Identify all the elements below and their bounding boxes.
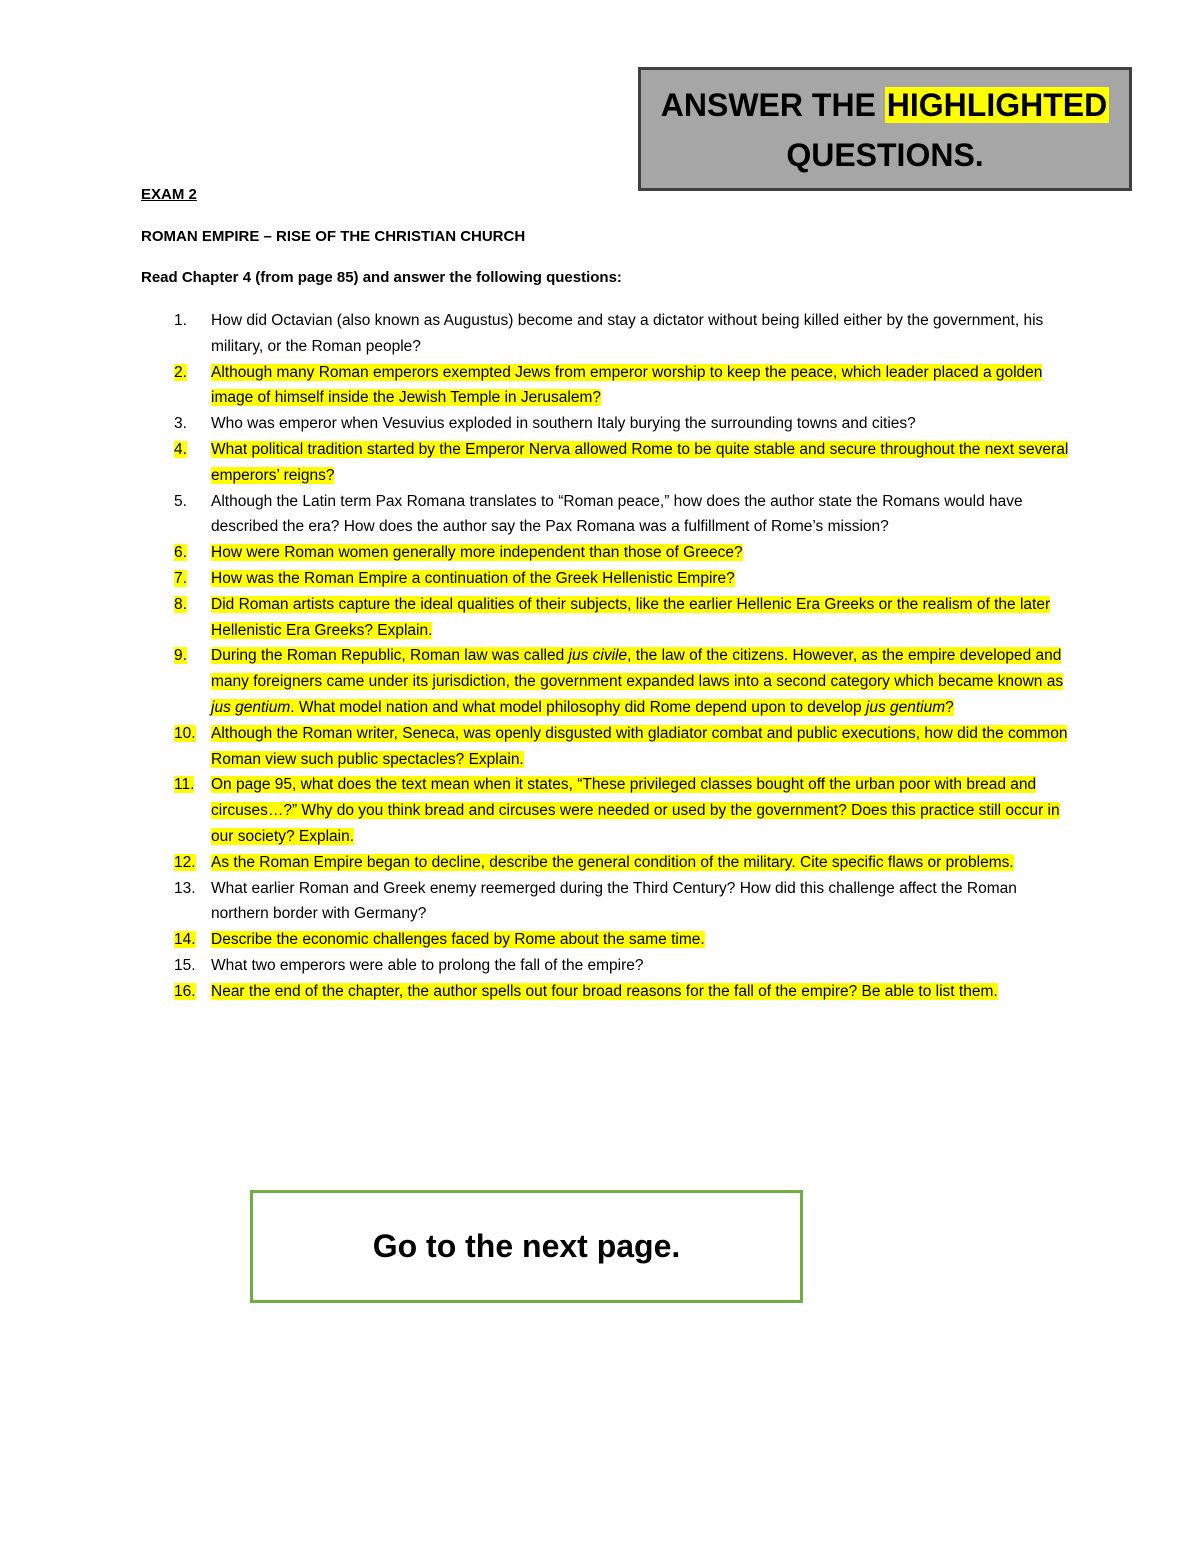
- question-text: [211, 540, 1071, 566]
- latin-term: jus gentium: [211, 698, 291, 716]
- question-text-content: On page 95, what does the text mean when it states, “These privileged classes bought off the urban poor with bread and circuses…?” Why do you think bread and circuses were needed or used by the government? Does this practice still occur in our society? Explain.: [211, 776, 1060, 845]
- instruction-banner: [638, 67, 1132, 191]
- question-item: [141, 927, 1071, 953]
- question-number-text: 7.: [174, 569, 187, 587]
- question-text-content: What political tradition started by the Emperor Nerva allowed Rome to be quite stable and secure throughout the next several emperors’ reigns?: [211, 440, 1069, 484]
- exam-title: EXAM 2: [141, 186, 197, 203]
- question-text-fragment: During the Roman Republic, Roman law was called: [211, 647, 569, 665]
- question-item: [141, 489, 1071, 541]
- question-item: [141, 411, 1071, 437]
- question-item: [141, 643, 1071, 720]
- question-item: [141, 876, 1071, 928]
- question-number-text: 6.: [174, 544, 187, 562]
- question-text-content: Although many Roman emperors exempted Jews from emperor worship to keep the peace, which leader placed a golden image of himself inside the Jewish Temple in Jerusalem?: [211, 363, 1043, 407]
- question-item: [141, 360, 1071, 412]
- question-list: [141, 308, 1071, 1005]
- question-number: [141, 876, 211, 928]
- question-number-text: 13.: [174, 879, 196, 897]
- question-number-text: 11.: [174, 776, 195, 794]
- question-text: [211, 566, 1071, 592]
- question-text: [211, 437, 1071, 489]
- question-item: [141, 721, 1071, 773]
- question-text-content: Describe the economic challenges faced by Rome about the same time.: [211, 931, 705, 949]
- question-text-content: How did Octavian (also known as Augustus) become and stay a dictator without being killed either by the government, his military, or the Roman people?: [211, 312, 1044, 355]
- question-item: [141, 540, 1071, 566]
- latin-term: jus gentium: [865, 698, 946, 716]
- next-page-text: Go to the next page.: [372, 1228, 681, 1264]
- question-number: [141, 540, 211, 566]
- question-number: [141, 437, 211, 489]
- question-text: [211, 979, 1071, 1005]
- question-text-content: [211, 647, 1063, 716]
- question-text-content: Did Roman artists capture the ideal qualities of their subjects, like the earlier Hellenic Era Greeks or the realism of the later Hellenistic Era Greeks? Explain.: [211, 595, 1051, 639]
- question-text: [211, 772, 1071, 849]
- question-text-content: As the Roman Empire began to decline, describe the general condition of the military. Cite specific flaws or problems.: [211, 853, 1014, 871]
- question-text-content: What earlier Roman and Greek enemy reemerged during the Third Century? How did this challenge affect the Roman northern border with Germany?: [211, 879, 1017, 923]
- question-number: [141, 411, 211, 437]
- question-number: [141, 979, 211, 1005]
- banner-line-2: QUESTIONS.: [786, 137, 984, 173]
- question-number: [141, 721, 211, 773]
- question-text-content: Although the Latin term Pax Romana translates to “Roman peace,” how does the author state the Romans would have described the era? How does the author say the Pax Romana was a fulfillment of Rome’s mission?: [211, 492, 1023, 536]
- question-number: [141, 360, 211, 412]
- question-item: [141, 772, 1071, 849]
- question-item: [141, 566, 1071, 592]
- instructions: Read Chapter 4 (from page 85) and answer the following questions:: [141, 269, 622, 286]
- question-text-fragment: . What model nation and what model philosophy did Rome depend upon to develop: [290, 698, 866, 716]
- question-number-text: 2.: [174, 363, 187, 381]
- question-number-text: 16.: [174, 982, 196, 1000]
- question-item: [141, 850, 1071, 876]
- next-page-box: [250, 1190, 803, 1303]
- question-number: [141, 566, 211, 592]
- question-number-text: 15.: [174, 956, 196, 974]
- question-text: [211, 876, 1071, 928]
- question-text-content: How was the Roman Empire a continuation of the Greek Hellenistic Empire?: [211, 569, 735, 587]
- question-text: [211, 643, 1071, 720]
- question-number: [141, 850, 211, 876]
- question-number: [141, 927, 211, 953]
- question-number-text: 5.: [174, 492, 187, 510]
- question-number: [141, 489, 211, 541]
- question-number: [141, 772, 211, 849]
- banner-line-1: [641, 80, 1129, 130]
- question-text-content: Who was emperor when Vesuvius exploded in southern Italy burying the surrounding towns and cities?: [211, 415, 916, 433]
- question-number-text: 14.: [174, 931, 196, 949]
- question-number-text: 3.: [174, 415, 187, 433]
- question-text: [211, 592, 1071, 644]
- question-text-content: What two emperors were able to prolong the fall of the empire?: [211, 956, 644, 974]
- question-text: [211, 489, 1071, 541]
- latin-term: jus civile: [568, 647, 628, 665]
- question-number: [141, 592, 211, 644]
- question-text-fragment: ?: [945, 698, 954, 716]
- question-item: [141, 308, 1071, 360]
- question-number: [141, 643, 211, 720]
- question-number-text: 12.: [174, 853, 196, 871]
- question-item: [141, 592, 1071, 644]
- question-number-text: 8.: [174, 595, 187, 613]
- question-item: [141, 953, 1071, 979]
- question-number-text: 10.: [174, 724, 196, 742]
- question-text: [211, 721, 1071, 773]
- question-number-text: 1.: [174, 312, 187, 329]
- question-text: [211, 411, 1071, 437]
- question-text: [211, 850, 1071, 876]
- question-text-content: How were Roman women generally more independent than those of Greece?: [211, 544, 743, 562]
- question-number-text: 4.: [174, 440, 187, 458]
- question-text-content: Although the Roman writer, Seneca, was openly disgusted with gladiator combat and public executions, how did the common Roman view such public spectacles? Explain.: [211, 724, 1068, 768]
- question-text: [211, 927, 1071, 953]
- question-text: [211, 308, 1071, 360]
- banner-highlight-word: HIGHLIGHTED: [886, 87, 1108, 123]
- question-item: [141, 437, 1071, 489]
- course-title: ROMAN EMPIRE – RISE OF THE CHRISTIAN CHURCH: [141, 228, 526, 245]
- question-item: [141, 979, 1071, 1005]
- question-text: [211, 953, 1071, 979]
- question-number: [141, 953, 211, 979]
- question-number-text: 9.: [174, 647, 187, 665]
- question-text-content: Near the end of the chapter, the author spells out four broad reasons for the fall of the empire? Be able to list them.: [211, 982, 998, 1000]
- banner-prefix: ANSWER THE: [660, 87, 885, 123]
- question-number: [141, 308, 211, 360]
- question-text: [211, 360, 1071, 412]
- question-text-fragment: , the law of the citizens. However, as the empire developed and many foreigners came under its jurisdiction, the government expanded laws into a second category which became known as: [211, 647, 1064, 691]
